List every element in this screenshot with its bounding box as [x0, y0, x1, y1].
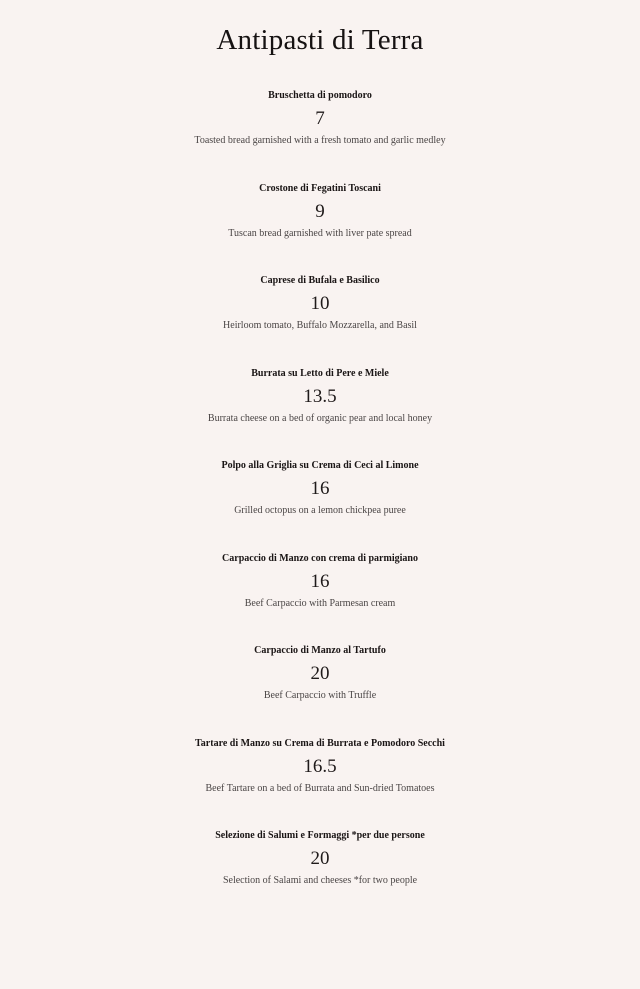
menu-item-name: Polpo alla Griglia su Crema di Ceci al Limone [221, 460, 419, 471]
menu-item-description: Selection of Salami and cheeses *for two people [222, 875, 418, 886]
menu-item-description: Beef Carpaccio with Truffle [263, 690, 377, 701]
menu-item-price: 13.5 [303, 385, 337, 407]
menu-item-description: Beef Tartare on a bed of Burrata and Sun-dried Tomatoes [205, 782, 435, 794]
menu-item-price: 20 [310, 663, 330, 684]
menu-item-name: Burrata su Letto di Pere e Miele [251, 367, 389, 379]
menu-item [0, 824, 640, 917]
menu-item-name: Carpaccio di Manzo al Tartufo [254, 645, 386, 656]
menu-item-description: Beef Carpaccio with Parmesan cream [244, 597, 396, 609]
menu-item-list [0, 84, 640, 917]
menu-item-price: 9 [315, 200, 325, 222]
menu-item-price: 16.5 [303, 755, 337, 777]
menu-item-price: 16 [310, 570, 330, 592]
menu-item [0, 639, 640, 732]
menu-item-name: Tartare di Manzo su Crema di Burrata e Pomodoro Secchi [195, 737, 445, 749]
menu-item-price: 10 [310, 293, 330, 314]
menu-item [0, 84, 640, 177]
menu-item-name: Selezione di Salumi e Formaggi *per due persone [215, 830, 425, 841]
menu-item-description: Heirloom tomato, Buffalo Mozzarella, and Basil [223, 320, 417, 331]
menu-item-price: 7 [315, 108, 325, 129]
menu-item [0, 732, 640, 825]
menu-item-name: Crostone di Fegatini Toscani [259, 182, 381, 194]
menu-item-description: Tuscan bread garnished with liver pate spread [228, 227, 412, 239]
menu-title: Antipasti di Terra [216, 24, 424, 56]
menu-item [0, 269, 640, 362]
menu-item-description: Burrata cheese on a bed of organic pear and local honey [207, 412, 433, 424]
menu-item [0, 454, 640, 547]
menu-item-price: 16 [310, 478, 330, 499]
menu-item [0, 547, 640, 640]
menu-item [0, 177, 640, 270]
menu-item [0, 362, 640, 455]
menu-item-name: Caprese di Bufala e Basilico [260, 275, 380, 286]
menu-item-price: 20 [310, 848, 330, 869]
menu-item-description: Toasted bread garnished with a fresh tomato and garlic medley [194, 135, 446, 146]
menu-item-name: Bruschetta di pomodoro [268, 90, 372, 101]
menu-item-description: Grilled octopus on a lemon chickpea puree [234, 505, 406, 516]
menu-item-name: Carpaccio di Manzo con crema di parmigiano [222, 552, 418, 564]
